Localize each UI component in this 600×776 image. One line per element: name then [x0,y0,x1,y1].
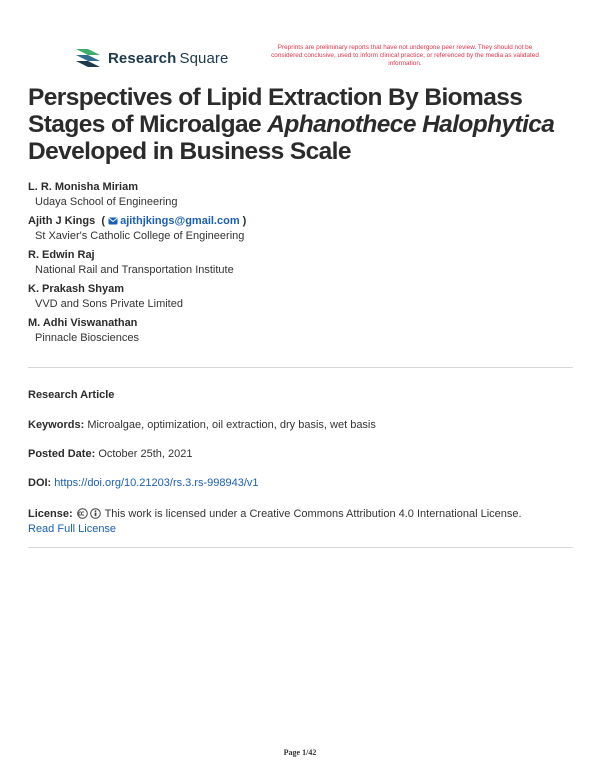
research-square-logo[interactable] [74,47,228,69]
author-affiliation: St Xavier's Catholic College of Engineering [35,230,245,242]
author-entry [28,248,568,277]
license: License: This work is licensed under a Creative Commons Attribution 4.0 International License. Read Full License [28,508,522,535]
author-name: M. Adhi Viswanathan [28,317,138,329]
keywords-value: Microalgae, optimization, oil extraction, dry basis, wet basis [87,419,376,431]
author-list [28,180,568,350]
page-title: Perspectives of Lipid Extraction By Biomass Stages of Microalgae Aphanothece Halophytica Developed in Business Scale [28,84,555,165]
mail-icon [108,217,118,225]
author-entry [28,282,568,311]
license-text: This work is licensed under a Creative Commons Attribution 4.0 International License. [104,508,522,520]
posted-date: Posted Date: October 25th, 2021 [28,448,193,460]
keywords-label: Keywords: [28,419,85,431]
doi: DOI: https://doi.org/10.21203/rs.3.rs-998943/v1 [28,477,259,489]
author-email-link[interactable]: ajithjkings@gmail.com [108,215,243,227]
divider [28,547,573,548]
author-name: R. Edwin Raj [28,249,95,261]
author-affiliation: Pinnacle Biosciences [35,332,139,344]
divider [28,367,573,368]
author-name: L. R. Monisha Miriam [28,181,139,193]
author-entry [28,316,568,345]
page-number: Page 1/42 [283,748,317,757]
author-entry [28,214,568,243]
keywords [28,418,573,433]
attribution-icon [90,508,101,519]
author-affiliation: VVD and Sons Private Limited [35,298,183,310]
author-affiliation: National Rail and Transportation Institute [35,264,234,276]
author-entry [28,180,568,209]
creative-commons-icon [77,508,88,519]
article-type: Research Article [28,389,115,401]
preprint-disclaimer: Preprints are preliminary reports that have not undergone peer review. They should not be considered conclusive, used to inform clinical practice, or referenced by the media as validated information. [271,44,539,68]
brand-name: Research Square [108,49,229,67]
doi-link[interactable]: https://doi.org/10.21203/rs.3.rs-998943/v1 [54,477,259,489]
research-square-logo-icon [74,47,102,69]
read-full-license-link[interactable]: Read Full License [28,523,117,535]
author-affiliation: Udaya School of Engineering [35,196,178,208]
author-name-with-email: Ajith J Kings ( ajithjkings@gmail.com ) [28,215,247,227]
author-name: K. Prakash Shyam [28,283,124,295]
